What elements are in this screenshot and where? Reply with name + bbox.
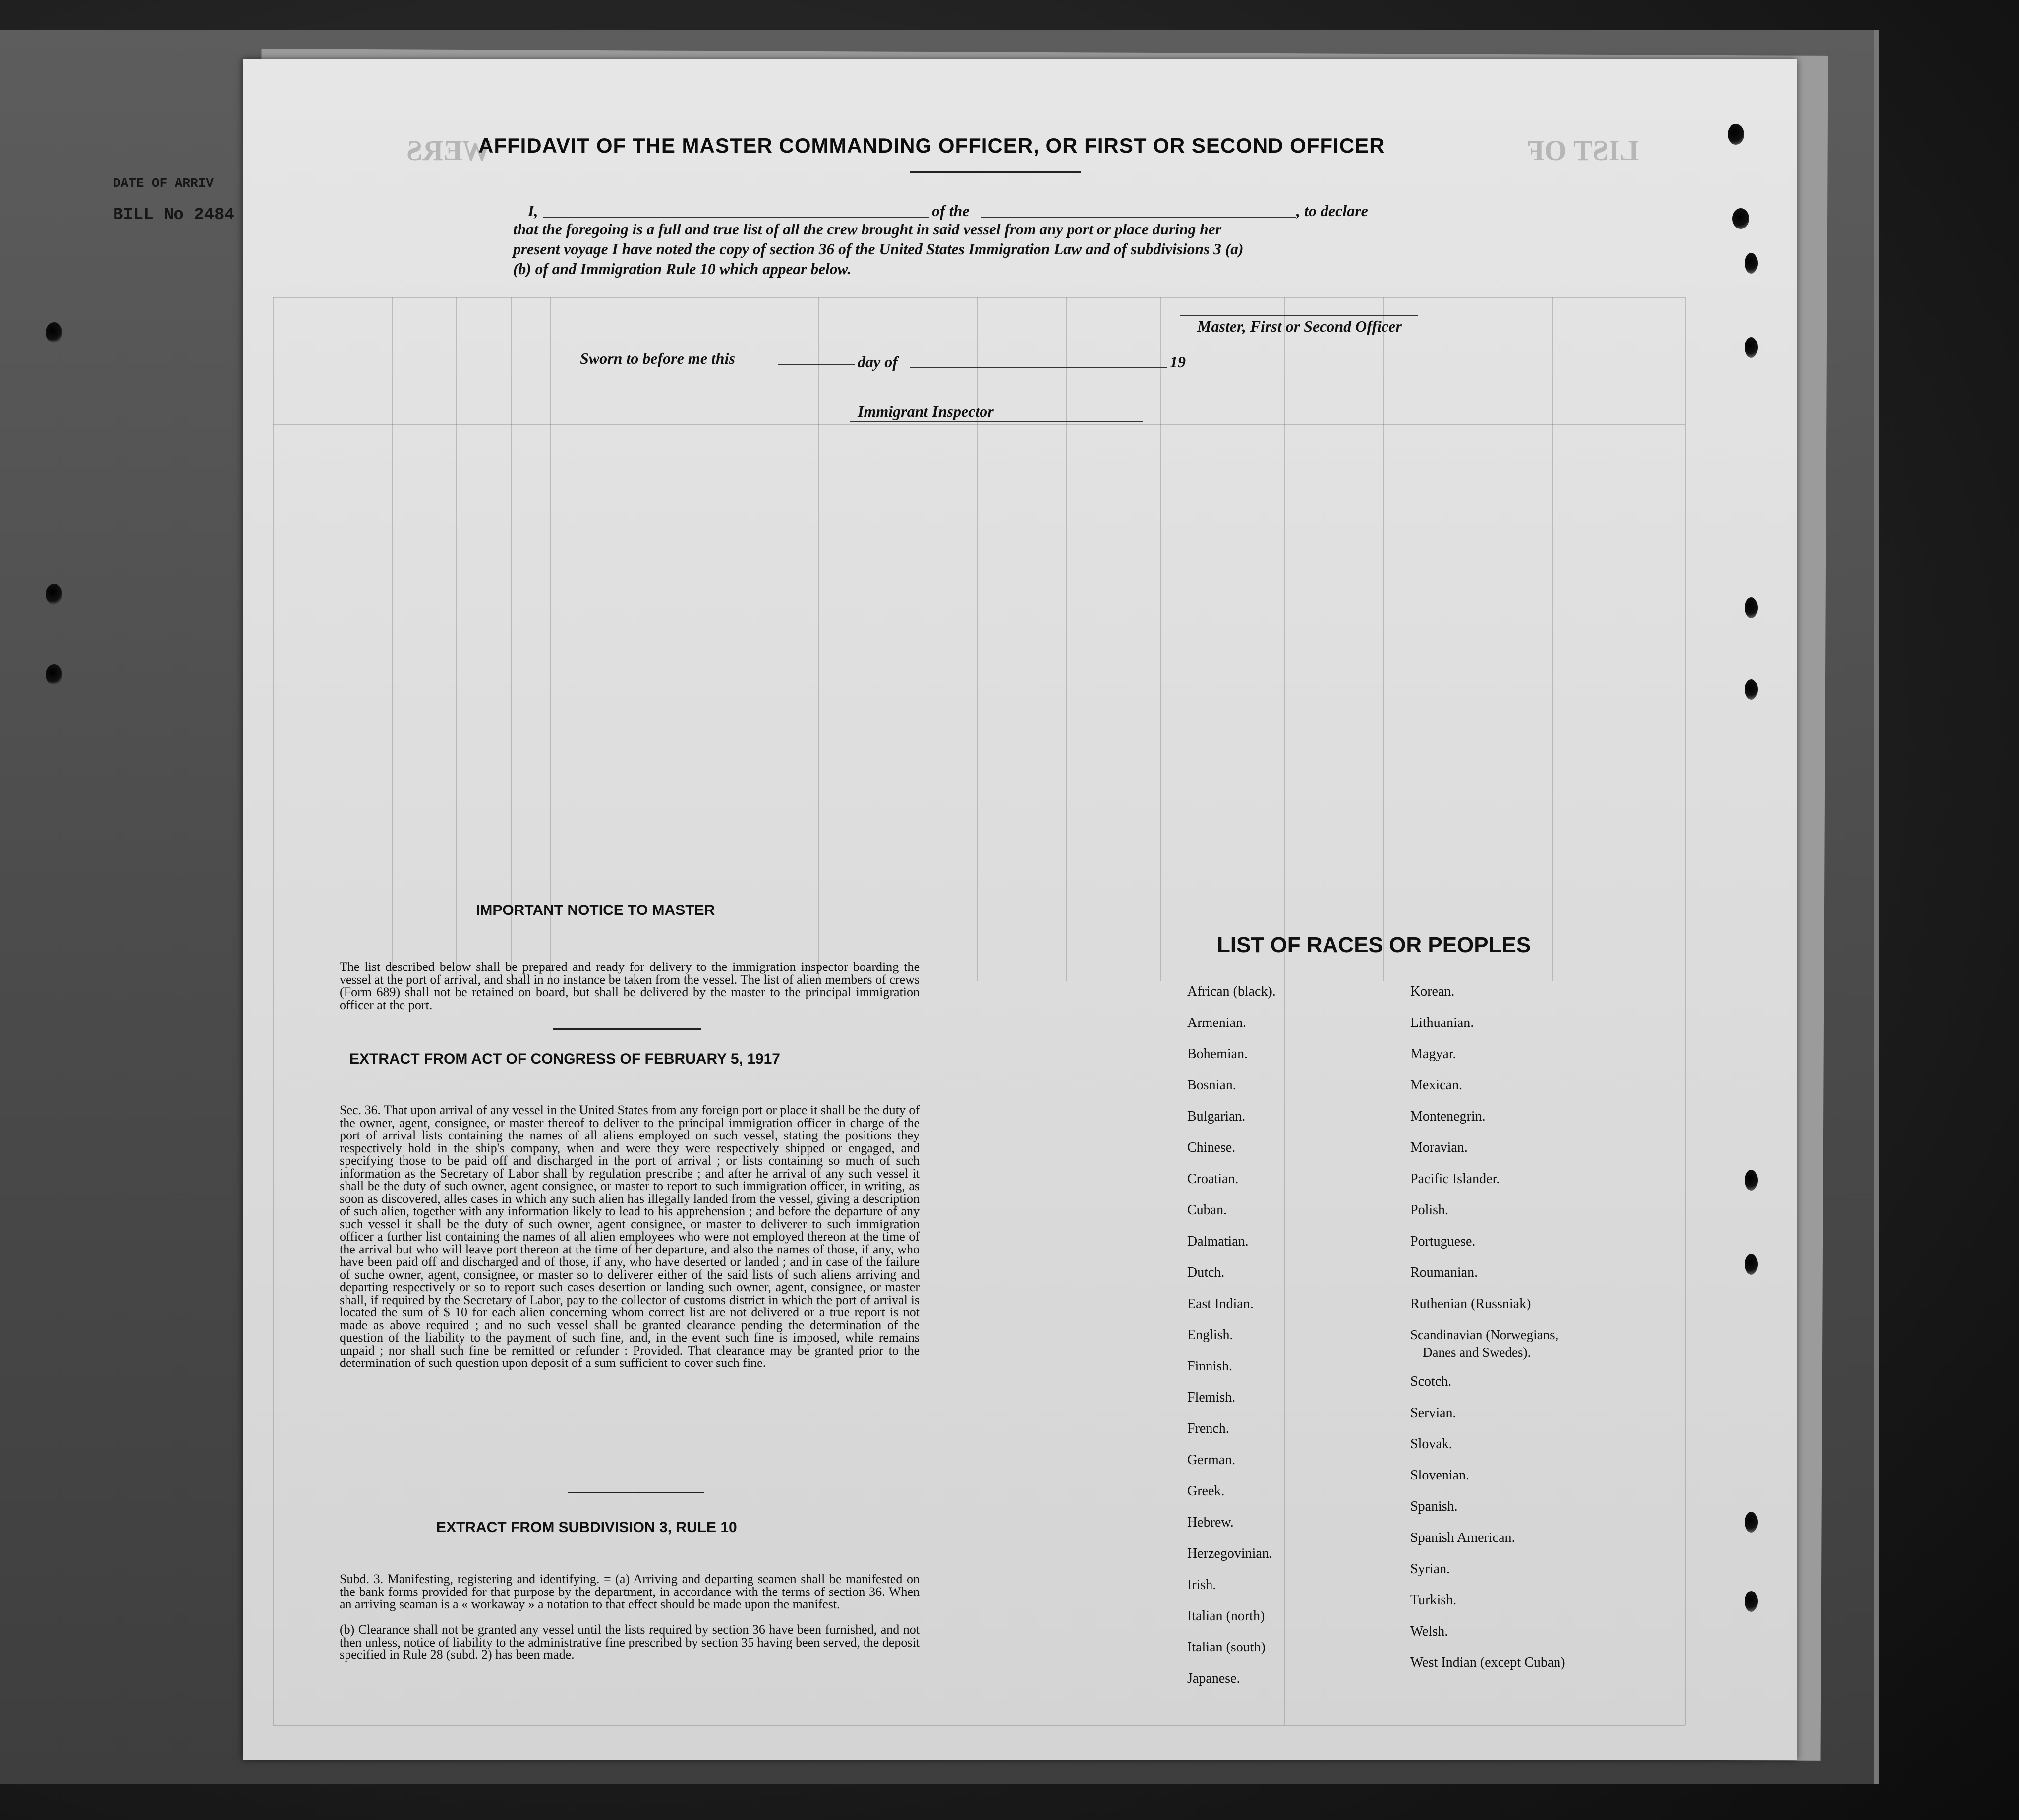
affidavit-line-4: (b) of and Immigration Rule 10 which appear below. (513, 260, 852, 278)
section-rule (553, 1028, 701, 1030)
notice-heading: IMPORTANT NOTICE TO MASTER (476, 902, 715, 918)
race-item: Moravian. (1410, 1140, 1468, 1155)
table-rule (1552, 297, 1553, 981)
race-item: English. (1187, 1327, 1233, 1343)
act-extract-heading: EXTRACT FROM ACT OF CONGRESS OF FEBRUARY 5, 1917 (349, 1051, 780, 1067)
race-item: East Indian. (1187, 1296, 1254, 1311)
table-rule (456, 297, 457, 981)
punch-hole (1745, 597, 1758, 618)
race-item: Servian. (1410, 1405, 1456, 1421)
punch-hole (1745, 1512, 1758, 1533)
affidavit-i: I, (528, 202, 538, 220)
race-item: Ruthenian (Russniak) (1410, 1296, 1531, 1311)
bill-number-label: BILL No 2484 (113, 206, 234, 225)
race-item: Dutch. (1187, 1265, 1225, 1280)
race-item: French. (1187, 1421, 1229, 1436)
race-item: Slovenian. (1410, 1468, 1469, 1483)
punch-hole (1745, 337, 1758, 358)
day-of-label: day of (858, 353, 898, 371)
race-item: Bohemian. (1187, 1046, 1248, 1062)
punch-hole (1745, 1591, 1758, 1612)
vessel-blank (981, 217, 1296, 218)
races-list-right (1410, 984, 1708, 1737)
race-item: Italian (south) (1187, 1640, 1266, 1655)
table-rule (977, 297, 978, 981)
affidavit-page (243, 59, 1797, 1760)
punch-hole (1745, 1170, 1758, 1191)
affidavit-title: AFFIDAVIT OF THE MASTER COMMANDING OFFICER, OR FIRST OR SECOND OFFICER (478, 134, 1385, 157)
race-item: Bulgarian. (1187, 1109, 1246, 1124)
race-item: Magyar. (1410, 1046, 1456, 1062)
race-item: Scandinavian (Norwegians, (1410, 1327, 1558, 1342)
sworn-day-blank (778, 364, 855, 365)
race-item: Polish. (1410, 1202, 1449, 1218)
master-signature-line (1180, 315, 1418, 316)
punch-hole (1728, 124, 1744, 145)
table-rule (273, 297, 1685, 298)
race-item: Portuguese. (1410, 1234, 1476, 1249)
punch-hole (46, 584, 62, 605)
punch-hole (1745, 679, 1758, 700)
races-heading: LIST OF RACES OR PEOPLES (1217, 933, 1531, 957)
race-item: Armenian. (1187, 1015, 1246, 1030)
affidavit-of-the: of the (932, 202, 970, 220)
table-rule (511, 297, 512, 981)
table-rule (1066, 297, 1067, 981)
year-label: 19 (1170, 353, 1186, 371)
race-item: Turkish. (1410, 1592, 1457, 1608)
section-rule (568, 1492, 704, 1493)
race-item: Italian (north) (1187, 1608, 1265, 1624)
race-item: Slovak. (1410, 1436, 1452, 1452)
punch-hole (46, 322, 62, 343)
race-item: Pacific Islander. (1410, 1171, 1500, 1187)
race-item: Syrian. (1410, 1561, 1450, 1577)
name-blank (543, 217, 929, 218)
show-through-text: WERS (406, 134, 491, 167)
race-item: Montenegrin. (1410, 1109, 1486, 1124)
punch-hole (46, 664, 62, 685)
race-item: Chinese. (1187, 1140, 1236, 1155)
race-item: Mexican. (1410, 1078, 1462, 1093)
table-rule (1383, 297, 1384, 981)
table-rule (550, 297, 551, 981)
affidavit-line-2: that the foregoing is a full and true list of all the crew brought in said vessel from any port or place during her (513, 221, 1222, 238)
race-item: Croatian. (1187, 1171, 1239, 1187)
table-rule (818, 297, 819, 981)
race-item: Flemish. (1187, 1390, 1236, 1405)
punch-hole (1732, 208, 1749, 229)
table-rule (273, 297, 274, 1725)
affidavit-line-3: present voyage I have noted the copy of section 36 of the United States Immigration Law and of subdivisions 3 (a) (513, 240, 1244, 258)
inspector-label: Immigrant Inspector (858, 402, 994, 420)
master-signature-label: Master, First or Second Officer (1197, 317, 1402, 335)
race-item: Roumanian. (1410, 1265, 1478, 1280)
races-list-left (1187, 984, 1435, 1747)
date-of-arrival-label: DATE OF ARRIV (113, 176, 214, 191)
rule-extract-text-a: Subd. 3. Manifesting, registering and identifying. = (a) Arriving and departing seamen shall be manifested on the bank forms provided for that purpose by the department, in accordance with the terms of section 36. When an arriving seaman is a « workaway » a notation to that effect should be made upon the manifest. (340, 1572, 920, 1611)
rule-extract-text-b: (b) Clearance shall not be granted any vessel until the lists required by section 36 have been furnished, and not then unless, notice of liability to the administrative fine prescribed by section 35 having been served, the deposit specified in Rule 28 (subd. 2) has been made. (340, 1622, 920, 1662)
race-item: Scotch. (1410, 1374, 1452, 1389)
race-item: Finnish. (1187, 1359, 1233, 1374)
race-item: Japanese. (1187, 1671, 1240, 1686)
race-item: Spanish. (1410, 1499, 1458, 1514)
race-item: Greek. (1187, 1483, 1225, 1499)
race-item: Danes and Swedes). (1423, 1345, 1531, 1360)
race-item: German. (1187, 1452, 1236, 1468)
show-through-text: LIST OF (1527, 134, 1639, 167)
race-item: Cuban. (1187, 1202, 1227, 1218)
notice-text: The list described below shall be prepared and ready for delivery to the immigration inspector boarding the vessel at the port of arrival, and shall in no instance be taken from the vessel. The list of alien members of crews (Form 689) shall not be retained on board, but shall be delivered by the master to the principal immigration officer at the port. (340, 960, 920, 1012)
race-item: Korean. (1410, 984, 1455, 999)
race-item: Irish. (1187, 1577, 1216, 1592)
table-rule (392, 297, 393, 981)
table-rule (273, 424, 1685, 425)
race-item: Hebrew. (1187, 1515, 1234, 1530)
punch-hole (1745, 1254, 1758, 1275)
race-item: Spanish American. (1410, 1530, 1515, 1545)
race-item: Lithuanian. (1410, 1015, 1474, 1030)
affidavit-to-declare: , to declare (1296, 202, 1368, 220)
table-rule (1160, 297, 1161, 981)
race-item: Herzegovinian. (1187, 1546, 1272, 1561)
punch-hole (1745, 253, 1758, 274)
act-extract-text: Sec. 36. That upon arrival of any vessel in the United States from any foreign port or place it shall be the duty of the owner, agent, consignee, or master thereof to deliver to the principal immigration officer in charge of the port of arrival lists containing the names of all aliens employed on such vessel, stating the positions they respectively hold in the ship's company, when and were they were respectively shipped or engaged, and specifying those to be paid off and discharged in the port of arrival ; or lists containing so much of such information as the Secretary of Labor shall by regulation prescribe ; and after he arrival of any such vessel it shall be the duty of such owner, agent consignee, or master to report to such immigration officer, in writing, as soon as discovered, alles cases in which any such alien has illegally landed from the vessel, giving a description of such alien, together with any information likely to lead to his apprehension ; and before the departure of any such vessel it shall be the duty of such owner, agent consignee, or master to deliverer to such immigration officer a further list containing the names of all alien employees who were not employed thereon at the time of the arrival but who will leave port thereon at the time of her departure, and also the names of those, if any, who have been paid off and discharged and of those, if any, who have deserted or landed ; and in case of the failure of suche owner, agent, consignee, or master so to deliverer either of the said lists of such aliens arriving and departing respectively or so to report such cases desertion or landing such owner, agent, consignee, or master shall, if required by the Secretary of Labor, pay to the collector of customs district in which the port of arrival is located the sum of $ 10 for each alien concerning whom correct list are not delivered or a true report is not made as above required ; and no such vessel shall be granted clearance pending the determination of the question of the liability to the payment of such fine, and, in the event such fine is imposed, while remains unpaid ; nor shall such fine be remitted or refunder : Provided. That clearance may be granted prior to the determination of such question upon deposit of a sum sufficient to cover such fine. (340, 1103, 920, 1370)
month-blank (910, 367, 1167, 368)
race-item: Dalmatian. (1187, 1234, 1249, 1249)
race-item: West Indian (except Cuban) (1410, 1655, 1565, 1670)
race-item: Welsh. (1410, 1624, 1448, 1639)
race-item: Bosnian. (1187, 1078, 1236, 1093)
race-item: African (black). (1187, 984, 1276, 999)
rule-extract-heading: EXTRACT FROM SUBDIVISION 3, RULE 10 (436, 1519, 737, 1536)
sworn-label: Sworn to before me this (580, 349, 735, 367)
title-underline (910, 171, 1081, 173)
inspector-line (850, 421, 1143, 422)
